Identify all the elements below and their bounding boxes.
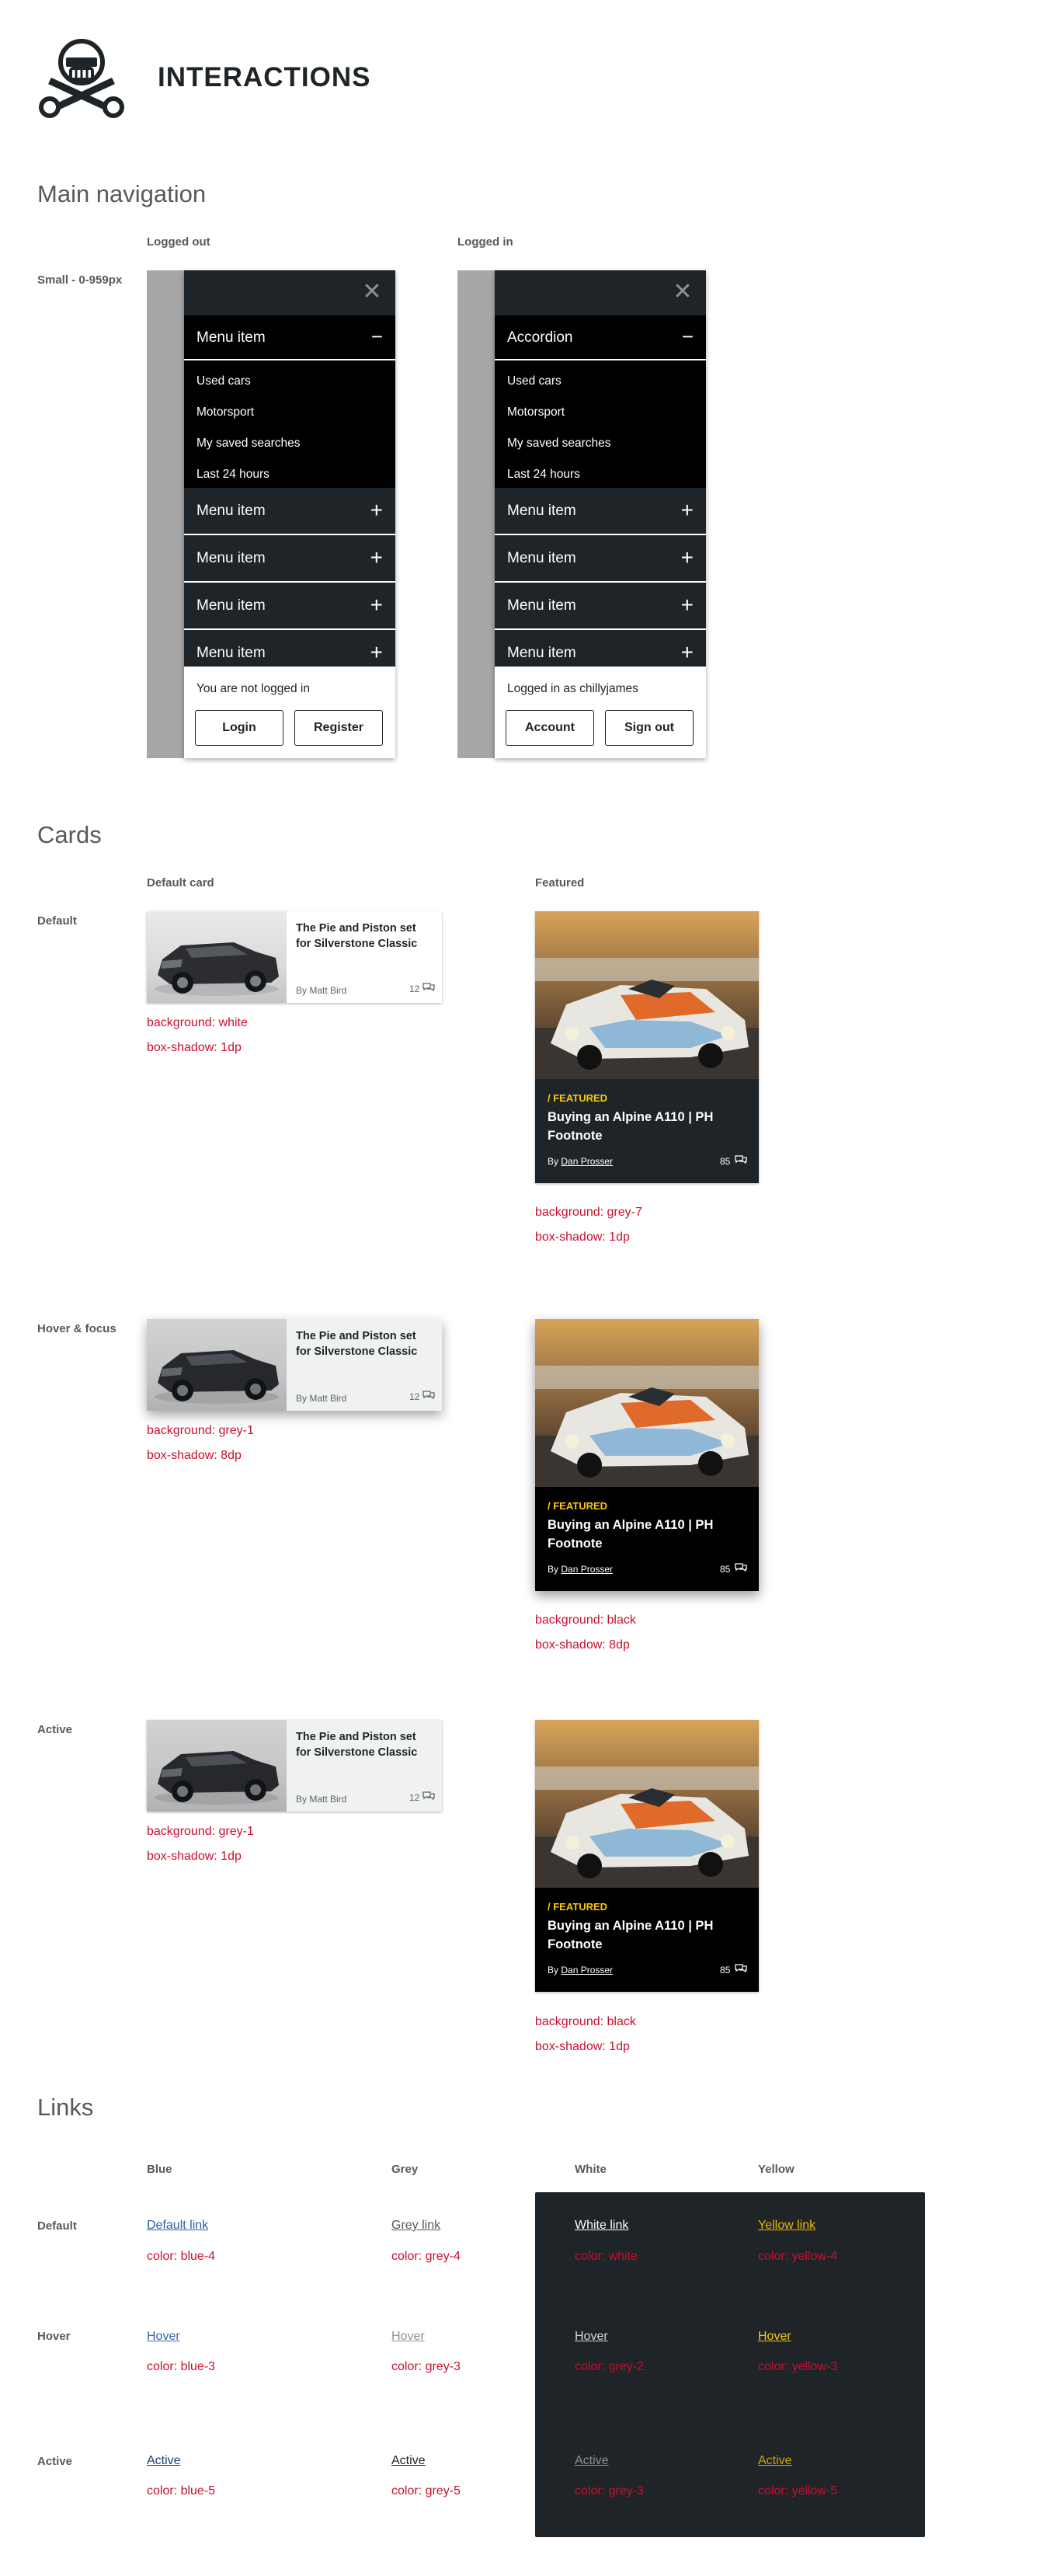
nav-account-footer [495,667,706,758]
comment-count: 85 [720,1564,731,1575]
article-card[interactable] [147,911,442,1003]
comments-icon [735,1963,747,1974]
article-card[interactable] [147,1319,442,1411]
card-thumbnail [147,1720,287,1812]
spec-note: box-shadow: 1dp [147,1850,242,1863]
minus-icon: − [681,325,694,348]
grey-link-default[interactable]: Grey link [391,2219,441,2232]
yellow-link-active[interactable]: Active [758,2454,792,2467]
nav-subitem-used-cars[interactable]: Used cars [196,374,251,388]
sign-out-button[interactable]: Sign out [605,710,694,746]
spec-note: box-shadow: 8dp [535,1638,630,1652]
plus-icon: + [370,545,383,569]
plus-icon: + [680,640,694,664]
featured-card[interactable] [535,1720,759,1992]
col-label-logged-out: Logged out [147,235,210,249]
col-label-default-card: Default card [147,876,214,889]
yellow-link-default[interactable]: Yellow link [758,2219,816,2232]
nav-mock-logged-in [457,270,694,758]
plus-icon: + [370,593,383,617]
suv-car-image [147,911,287,1003]
nav-subitem-used-cars[interactable]: Used cars [507,374,562,388]
col-label-logged-in: Logged in [457,235,513,249]
nav-subitem-saved-searches[interactable]: My saved searches [196,437,301,450]
featured-title: Buying an Alpine A110 | PH Footnote [548,1919,714,1951]
comments-icon [422,982,435,993]
nav-item[interactable] [184,488,395,535]
featured-title: Buying an Alpine A110 | PH Footnote [548,1518,714,1551]
nav-item-expanded-header[interactable] [495,315,706,360]
nav-item-label: Menu item [196,550,266,566]
spec-note: color: blue-3 [147,2360,216,2373]
nav-item[interactable] [495,583,706,630]
nav-subitem-motorsport[interactable]: Motorsport [196,406,255,419]
featured-byline [548,1965,613,1976]
nav-topbar [495,270,706,315]
row-label-hover: Hover [37,2330,71,2343]
spec-note: color: blue-5 [147,2484,216,2498]
nav-account-footer [184,667,395,758]
spec-note: color: white [575,2250,638,2263]
card-thumbnail [147,911,287,1003]
comments-icon [735,1154,747,1165]
spec-note: color: yellow-5 [758,2484,838,2498]
spec-note: background: grey-7 [535,1206,642,1219]
card-title: The Pie and Piston set for Silverstone Classic [296,1330,418,1358]
nav-item[interactable] [495,535,706,583]
race-car-photo [535,1319,759,1487]
row-label-breakpoint: Small - 0-959px [37,273,123,287]
nav-item-label: Menu item [507,550,576,566]
featured-title: Buying an Alpine A110 | PH Footnote [548,1110,714,1143]
section-title-navigation: Main navigation [37,180,207,207]
page-title: INTERACTIONS [158,62,371,92]
row-label-default: Default [37,2219,77,2233]
spec-note: background: white [147,1016,248,1029]
card-thumbnail [147,1319,287,1411]
row-label-hover-focus: Hover & focus [37,1322,116,1335]
page-backdrop [457,270,495,758]
card-author: By Matt Bird [296,1794,347,1805]
card-author: By Matt Bird [296,1393,347,1404]
mobile-nav-drawer [184,270,395,758]
blue-link-hover[interactable]: Hover [147,2330,180,2343]
author-link[interactable]: Dan Prosser [561,1156,614,1167]
comment-count: 85 [720,1965,731,1976]
col-label-blue: Blue [147,2163,172,2176]
spec-note: color: grey-2 [575,2360,644,2373]
nav-topbar [184,270,395,315]
row-label-active: Active [37,2455,73,2468]
register-button[interactable]: Register [294,710,383,746]
card-title: The Pie and Piston set for Silverstone Classic [296,1731,418,1759]
featured-tag: / FEATURED [548,1092,608,1104]
nav-item-expanded-header[interactable] [184,315,395,360]
row-label-default: Default [37,914,77,928]
col-label-grey: Grey [391,2163,419,2176]
plus-icon: + [680,545,694,569]
comments-icon [422,1390,435,1401]
comment-count: 12 [409,1391,420,1402]
featured-byline [548,1564,613,1575]
nav-subitem-saved-searches[interactable]: My saved searches [507,437,611,450]
spec-note: box-shadow: 8dp [147,1449,242,1462]
comments-icon [422,1791,435,1801]
featured-card[interactable] [535,1319,759,1591]
white-link-active[interactable]: Active [575,2454,609,2467]
card-author: By Matt Bird [296,985,347,996]
spec-note: color: grey-3 [575,2484,644,2498]
featured-card[interactable] [535,911,759,1183]
minus-icon: − [370,325,383,348]
page-backdrop [147,270,184,758]
comment-count: 12 [409,983,420,994]
spec-note: color: yellow-3 [758,2360,838,2373]
nav-subitem-motorsport[interactable]: Motorsport [507,406,565,419]
byline-prefix: By [548,1965,559,1976]
yellow-link-hover[interactable]: Hover [758,2330,791,2343]
nav-item-label: Menu item [196,597,266,614]
spec-note: background: black [535,2015,636,2028]
race-car-photo [535,1720,759,1888]
author-link[interactable]: Dan Prosser [561,1564,614,1575]
spec-note: box-shadow: 1dp [535,2040,630,2053]
featured-byline [548,1156,613,1167]
nav-item-label: Menu item [196,503,266,519]
nav-item-label: Menu item [196,645,266,661]
close-icon[interactable]: ✕ [673,279,693,305]
nav-item-expanded [184,315,395,488]
col-label-yellow: Yellow [758,2163,795,2176]
nav-item-label: Menu item [507,597,576,614]
spec-note: color: grey-5 [391,2484,461,2498]
featured-tag: / FEATURED [548,1500,608,1512]
byline-prefix: By [548,1156,559,1167]
row-label-active: Active [37,1723,73,1736]
nav-subitem-last-24-hours[interactable]: Last 24 hours [196,468,269,481]
nav-item-label: Menu item [507,503,576,519]
mobile-nav-drawer [495,270,706,758]
nav-item[interactable] [184,583,395,630]
section-title-links: Links [37,2094,94,2121]
login-button[interactable]: Login [195,710,283,746]
section-title-cards: Cards [37,821,102,848]
login-status: Logged in as chillyjames [507,682,638,695]
race-car-photo [535,911,759,1079]
col-label-featured: Featured [535,876,585,889]
close-icon[interactable]: ✕ [362,279,382,305]
suv-car-image [147,1720,287,1812]
card-title: The Pie and Piston set for Silverstone Classic [296,922,418,950]
spec-note: color: blue-4 [147,2250,216,2263]
login-status: You are not logged in [196,682,310,695]
plus-icon: + [370,498,383,522]
nav-item[interactable] [184,535,395,583]
spec-note: color: grey-3 [391,2360,461,2373]
byline-prefix: By [548,1564,559,1575]
comment-count: 85 [720,1156,731,1167]
plus-icon: + [680,593,694,617]
spec-note: box-shadow: 1dp [535,1231,630,1244]
blue-link-active[interactable]: Active [147,2454,181,2467]
spec-note: background: grey-1 [147,1825,254,1838]
nav-item-label: Accordion [507,329,573,346]
nav-subitem-last-24-hours[interactable]: Last 24 hours [507,468,580,481]
spec-note: background: grey-1 [147,1424,254,1437]
grey-link-hover[interactable]: Hover [391,2330,425,2343]
suv-car-image [147,1319,287,1411]
skull-pistons-logo [37,36,126,118]
nav-mock-logged-out [147,270,383,758]
account-button[interactable]: Account [506,710,594,746]
nav-item[interactable] [495,488,706,535]
spec-note: box-shadow: 1dp [147,1041,242,1054]
plus-icon: + [680,498,694,522]
featured-tag: / FEATURED [548,1901,608,1913]
white-link-hover[interactable]: Hover [575,2330,608,2343]
spec-note: color: grey-4 [391,2250,461,2263]
nav-item-label: Menu item [196,329,266,346]
spec-note: background: black [535,1613,636,1627]
author-link[interactable]: Dan Prosser [561,1965,614,1976]
grey-link-active[interactable]: Active [391,2454,426,2467]
col-label-white: White [575,2163,607,2176]
nav-item-expanded [495,315,706,488]
nav-item-label: Menu item [507,645,576,661]
article-card[interactable] [147,1720,442,1812]
plus-icon: + [370,640,383,664]
comments-icon [735,1562,747,1573]
comment-count: 12 [409,1792,420,1803]
white-link-default[interactable]: White link [575,2219,629,2232]
blue-link-default[interactable]: Default link [147,2219,209,2232]
spec-note: color: yellow-4 [758,2250,838,2263]
